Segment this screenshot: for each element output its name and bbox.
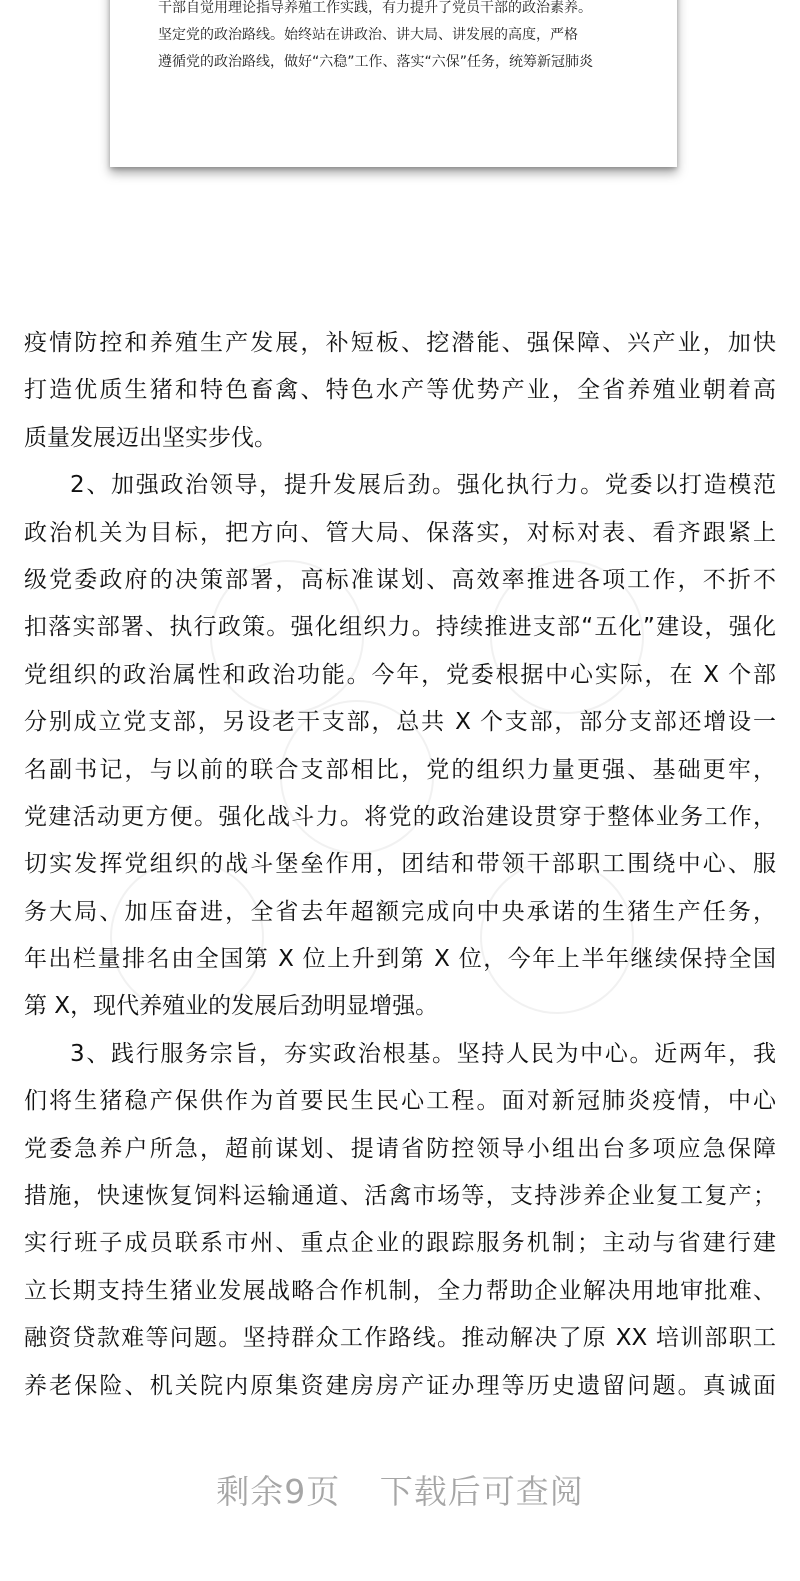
document-line: 疫情防控和养殖生产发展，补短板、挖潜能、强保障、兴产业，加快 (24, 330, 776, 356)
preview-text (158, 0, 638, 76)
document-line: 分别成立党支部，另设老干支部，总共 X 个支部，部分支部还增设一 (24, 709, 776, 736)
document-line: 第 X，现代养殖业的发展后劲明显增强。 (24, 993, 439, 1020)
download-to-read-label[interactable]: 下载后可查阅 (379, 1472, 584, 1511)
preview-line: 坚定党的政治路线。始终站在讲政治、讲大局、讲发展的高度，严格 (158, 27, 578, 43)
document-line: 们将生猪稳产保供作为首要民生民心工程。面对新冠肺炎疫情，中心 (24, 1088, 776, 1115)
document-line: 切实发挥党组织的战斗堡垒作用，团结和带领干部职工围绕中心、服 (24, 851, 776, 878)
document-line: 年出栏量排名由全国第 X 位上升到第 X 位，今年上半年继续保持全国 (24, 946, 776, 973)
document-line: 3、践行服务宗旨，夯实政治根基。坚持人民为中心。近两年，我 (70, 1040, 776, 1067)
document-line: 打造优质生猪和特色畜禽、特色水产等优势产业，全省养殖业朝着高 (24, 377, 776, 404)
document-body (24, 320, 776, 1410)
document-line: 2、加强政治领导，提升发展后劲。强化执行力。党委以打造模范 (70, 472, 776, 499)
document-line: 融资贷款难等问题。坚持群众工作路线。推动解决了原 XX 培训部职工 (24, 1325, 776, 1352)
document-line: 质量发展迈出坚实步伐。 (24, 424, 277, 451)
document-line: 政治机关为目标，把方向、管大局、保落实，对标对表、看齐跟紧上 (24, 519, 776, 546)
preview-line: 干部自觉用理论指导养殖工作实践，有力提升了党员干部的政治素养。 (158, 0, 592, 16)
preview-line: 遵循党的政治路线，做好“六稳”工作、落实“六保”任务，统筹新冠肺炎 (158, 54, 594, 70)
document-line: 养老保险、机关院内原集资建房房产证办理等历史遗留问题。真诚面 (24, 1372, 776, 1399)
document-line: 名副书记，与以前的联合支部相比，党的组织力量更强、基础更牢， (24, 756, 776, 783)
document-line: 立长期支持生猪业发展战略合作机制，全力帮助企业解决用地审批难、 (24, 1277, 776, 1304)
document-line: 措施，快速恢复饲料运输通道、活禽市场等，支持涉养企业复工复产； (24, 1183, 776, 1210)
document-line: 党建活动更方便。强化战斗力。将党的政治建设贯穿于整体业务工作， (24, 803, 776, 830)
document-line: 务大局、加压奋进，全省去年超额完成向中央承诺的生猪生产任务， (24, 898, 776, 925)
document-line: 级党委政府的决策部署，高标准谋划、高效率推进各项工作，不折不 (24, 566, 776, 593)
remaining-pages-label: 剩余9页 (216, 1472, 341, 1511)
preview-page-card (110, 0, 677, 167)
document-line: 党组织的政治属性和政治功能。今年，党委根据中心实际，在 X 个部 (24, 661, 776, 688)
document-line: 党委急养户所急，超前谋划、提请省防控领导小组出台多项应急保障 (24, 1135, 776, 1162)
document-line: 扣落实部署、执行政策。强化组织力。持续推进支部“五化”建设，强化 (24, 614, 776, 641)
document-line: 实行班子成员联系市州、重点企业的跟踪服务机制；主动与省建行建 (24, 1230, 776, 1257)
download-prompt[interactable] (0, 1466, 800, 1513)
